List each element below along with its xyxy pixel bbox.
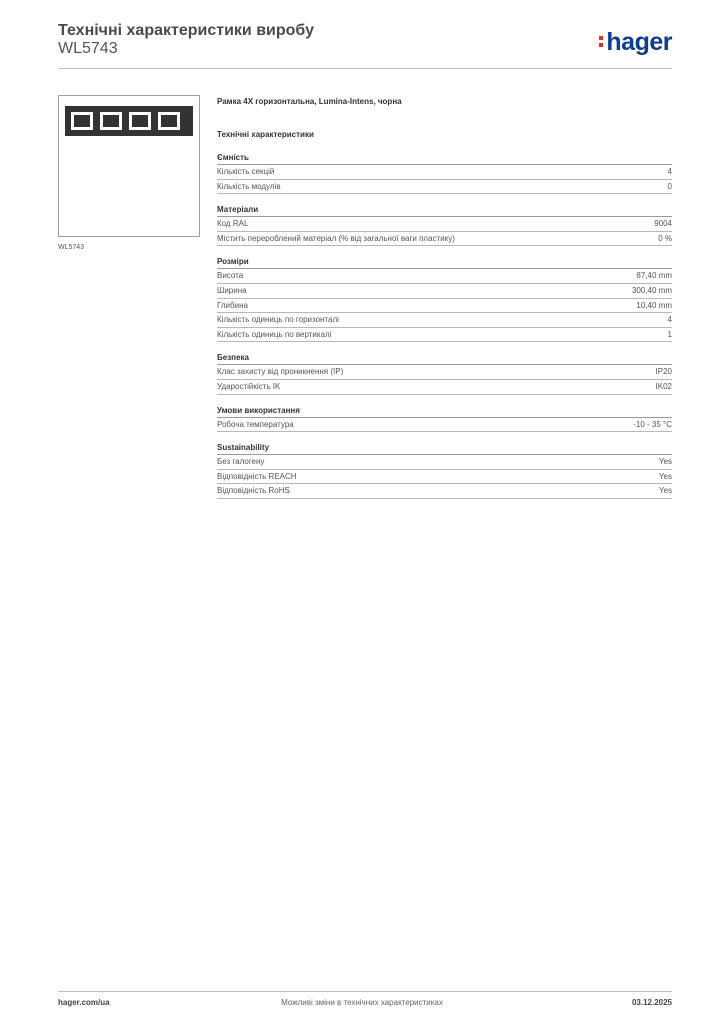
logo-dots-icon bbox=[599, 33, 603, 50]
spec-section bbox=[217, 205, 672, 246]
spec-row bbox=[217, 269, 672, 284]
spec-value: 4 bbox=[667, 167, 672, 176]
spec-value: Yes bbox=[658, 471, 672, 481]
product-title: Рамка 4X горизонтальна, Lumina-Intens, чорна bbox=[217, 97, 402, 106]
section-title: Матеріали bbox=[217, 205, 672, 217]
hager-logo[interactable] bbox=[599, 28, 672, 57]
spec-value: Yes bbox=[658, 457, 672, 467]
spec-row bbox=[217, 299, 672, 314]
frame-4x-icon bbox=[59, 96, 199, 236]
spec-row bbox=[217, 313, 672, 328]
footer-disclaimer: Можливі зміни в технічних характеристиках bbox=[281, 998, 443, 1007]
spec-label: Глибина bbox=[217, 300, 248, 310]
spec-value: IK02 bbox=[655, 381, 672, 391]
spec-label: Без галогену bbox=[217, 457, 265, 467]
spec-label: Кількість секцій bbox=[217, 167, 275, 176]
spec-value: 0 % bbox=[658, 233, 672, 243]
product-image bbox=[58, 95, 200, 237]
spec-value: 9004 bbox=[654, 219, 672, 229]
footer-divider bbox=[58, 991, 672, 992]
footer-website-link[interactable]: hager.com/ua bbox=[58, 998, 110, 1007]
spec-row bbox=[217, 165, 672, 180]
header-divider bbox=[58, 68, 672, 69]
spec-label: Відповідність REACH bbox=[217, 471, 297, 481]
image-caption: WL5743 bbox=[58, 244, 85, 251]
spec-value: 87,40 mm bbox=[636, 271, 672, 281]
section-title: Розміри bbox=[217, 257, 672, 269]
spec-value: 0 bbox=[667, 181, 672, 191]
spec-row bbox=[217, 470, 672, 485]
spec-heading: Технічні характеристики bbox=[217, 130, 314, 139]
spec-section bbox=[217, 257, 672, 342]
spec-label: Кількість одиниць по горизонталі bbox=[217, 315, 339, 325]
spec-value: 300,40 mm bbox=[631, 285, 672, 295]
spec-section bbox=[217, 406, 672, 433]
spec-value: 10,40 mm bbox=[636, 300, 672, 310]
spec-label: Відповідність RoHS bbox=[217, 486, 290, 496]
product-code: WL5743 bbox=[58, 40, 118, 57]
spec-row bbox=[217, 217, 672, 232]
spec-row bbox=[217, 484, 672, 499]
spec-label: Ширина bbox=[217, 285, 247, 295]
spec-value: 4 bbox=[667, 315, 672, 325]
spec-label: Ударостійкість IK bbox=[217, 381, 281, 391]
section-title: Умови використання bbox=[217, 406, 672, 418]
spec-value: Yes bbox=[658, 486, 672, 496]
spec-section bbox=[217, 153, 672, 194]
spec-sections bbox=[217, 153, 672, 499]
spec-label: Висота bbox=[217, 271, 244, 281]
spec-section bbox=[217, 353, 672, 394]
spec-label: Кількість одиниць по вертикалі bbox=[217, 329, 332, 339]
spec-content bbox=[217, 97, 672, 499]
section-title: Безпека bbox=[217, 353, 672, 365]
spec-value: -10 - 35 °C bbox=[633, 419, 672, 429]
section-title: Sustainability bbox=[217, 443, 672, 455]
spec-section bbox=[217, 443, 672, 499]
spec-label: Код RAL bbox=[217, 219, 249, 229]
footer-date: 03.12.2025 bbox=[631, 998, 672, 1007]
spec-row bbox=[217, 284, 672, 299]
spec-row bbox=[217, 365, 672, 380]
logo-text: hager bbox=[606, 28, 672, 56]
spec-label: Робоча температура bbox=[217, 419, 294, 429]
spec-label: Містить перероблений матеріал (% від загальної ваги пластику) bbox=[217, 233, 455, 243]
spec-row bbox=[217, 232, 672, 247]
spec-value: IP20 bbox=[655, 367, 672, 377]
spec-row bbox=[217, 180, 672, 195]
spec-label: Клас захисту від проникнення (IP) bbox=[217, 367, 344, 377]
spec-row bbox=[217, 328, 672, 343]
spec-row bbox=[217, 380, 672, 395]
spec-label: Кількість модулів bbox=[217, 181, 281, 191]
section-title: Ємність bbox=[217, 153, 672, 165]
spec-row bbox=[217, 455, 672, 470]
spec-value: 1 bbox=[667, 329, 672, 339]
spec-row bbox=[217, 418, 672, 433]
page-title: Технічні характеристики виробу bbox=[58, 22, 314, 39]
